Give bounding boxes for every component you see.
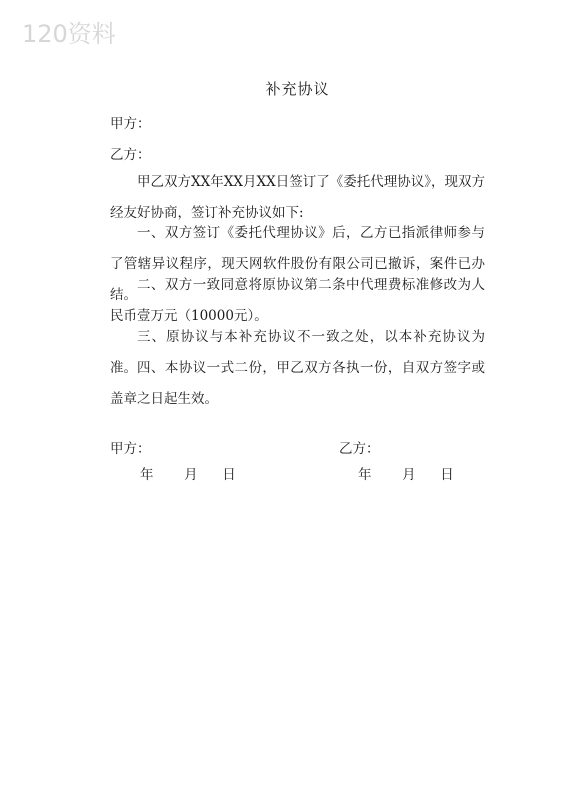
clause-2: 二、双方一致同意将原协议第二条中代理费标准修改为人民币壹万元（10000元）。 <box>110 277 485 324</box>
clause-4: 四、本协议一式二份，甲乙双方各执一份，自双方签字或盖章之日起生效。 <box>110 360 485 407</box>
date-year-b: 年 <box>358 467 372 483</box>
party-b-header: 乙方： <box>110 147 151 163</box>
date-day-b: 日 <box>440 467 454 483</box>
date-day-a: 日 <box>222 467 236 483</box>
watermark-logo: 120资料 <box>22 20 116 48</box>
party-a-header: 甲方： <box>110 116 151 132</box>
date-line-a <box>140 463 236 483</box>
intro-paragraph: 甲乙双方XX年XX月XX日签订了《委托代理协议》，现双方经友好协商，签订补充协议如下: <box>110 174 485 221</box>
signature-party-b: 乙方： <box>339 441 380 457</box>
clause-3: 三、原协议与本补充协议不一致之处，以本补充协议为准。 <box>110 329 485 376</box>
date-month-a: 月 <box>184 467 198 483</box>
date-year-a: 年 <box>140 467 154 483</box>
clause-1: 一、双方签订《委托代理协议》后，乙方已指派律师参与了管辖异议程序，现天网软件股份有限公司已撤诉，案件已办结。 <box>110 225 485 303</box>
date-line-b <box>358 463 454 483</box>
agreement-document <box>110 0 485 800</box>
document-title: 补充协议 <box>265 80 330 98</box>
signature-party-a: 甲方： <box>110 441 151 457</box>
date-month-b: 月 <box>402 467 416 483</box>
